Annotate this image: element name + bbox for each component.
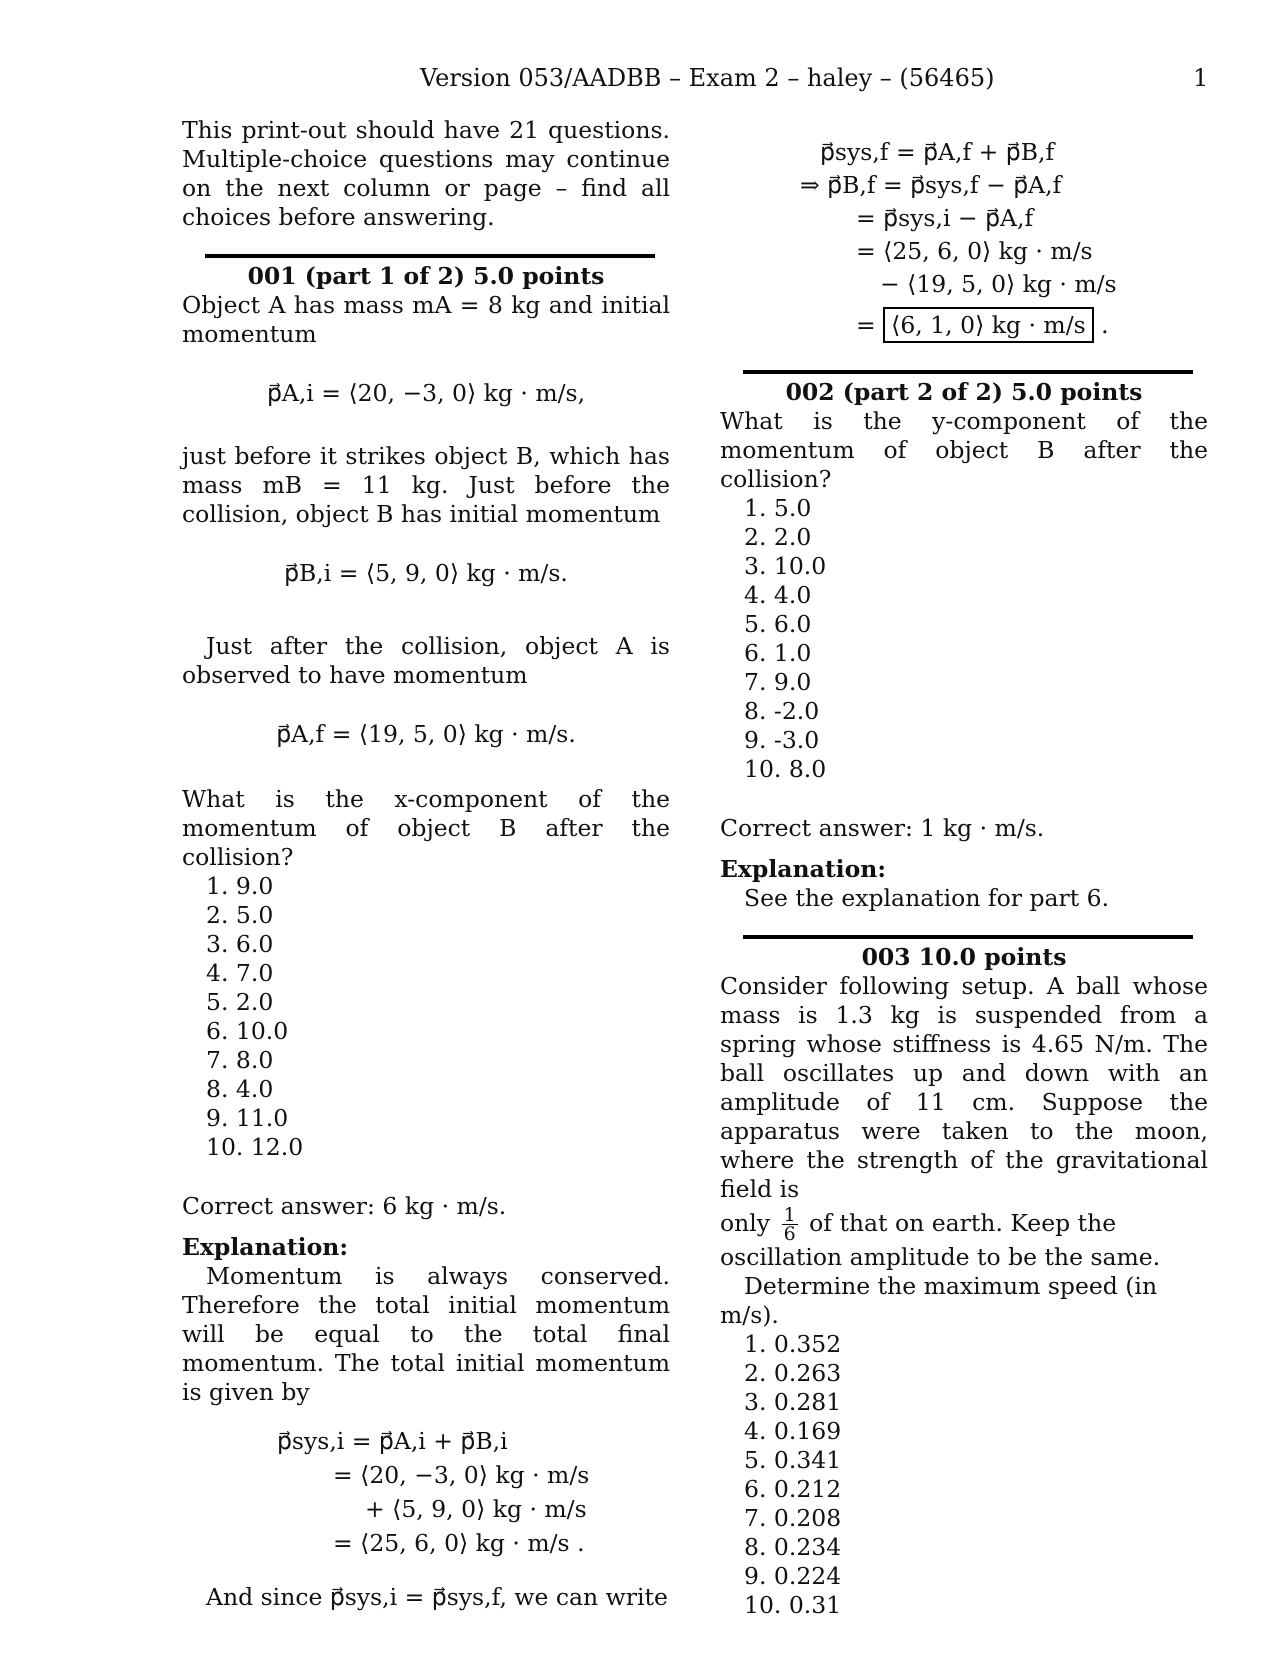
answer-option: 6. 1.0	[744, 639, 812, 667]
fraction-denominator: 6	[783, 1223, 796, 1245]
q1-options	[182, 872, 670, 1162]
intro-text: This print-out should have 21 questions. Multiple-choice questions may continue on the next column or page – find all choices before answering.	[182, 116, 670, 231]
answer-option: 2. 0.263	[744, 1359, 842, 1387]
q2-question: What is the y-component of the momentum of object B after the collision?	[720, 407, 1208, 493]
answer-option: 9. -3.0	[744, 726, 820, 754]
answer-option: 8. 4.0	[206, 1075, 274, 1103]
q3-only: only	[720, 1209, 771, 1237]
q3-text-1: Consider following setup. A ball whose mass is 1.3 kg is suspended from a spring whose stiffness is 4.65 N/m. The ball oscillates up and down with an amplitude of 11 cm. Suppose the apparatus were taken to the moon, where the strength of the gravitational field is	[720, 972, 1208, 1203]
answer-option: 1. 9.0	[206, 872, 274, 900]
q3-heading: 003 10.0 points	[861, 943, 1067, 971]
answer-option: 8. 0.234	[744, 1533, 842, 1561]
q1-and-since: And since p⃗sys,i = p⃗sys,f, we can write	[206, 1583, 668, 1611]
equation-line: − ⟨19, 5, 0⟩ kg · m/s	[880, 270, 1117, 298]
answer-option: 7. 0.208	[744, 1504, 842, 1532]
q1-sys-equations	[277, 1427, 670, 1563]
equation-line: ⇒ p⃗B,f = p⃗sys,f − p⃗A,f	[800, 171, 1062, 199]
q1-text-3: Just after the collision, object A is observed to have momentum	[182, 632, 670, 689]
q1-heading: 001 (part 1 of 2) 5.0 points	[247, 262, 605, 290]
fraction	[782, 1206, 798, 1243]
answer-option: 5. 2.0	[206, 988, 274, 1016]
question-divider	[205, 254, 655, 258]
equation-line: p⃗sys,f = p⃗A,f + p⃗B,f	[820, 138, 1055, 166]
q1-eq-pAi: p⃗A,i = ⟨20, −3, 0⟩ kg · m/s,	[266, 379, 586, 407]
q2-correct-answer: Correct answer: 1 kg · m/s.	[720, 814, 1045, 842]
q1-explanation: Momentum is always conserved. Therefore the total initial momentum will be equal to the total final momentum. The total initial momentum is given by	[182, 1262, 670, 1406]
q1-eq-pAf: p⃗A,f = ⟨19, 5, 0⟩ kg · m/s.	[276, 720, 576, 748]
answer-option: 7. 9.0	[744, 668, 812, 696]
q2-explanation-label: Explanation:	[720, 855, 887, 883]
answer-option: 4. 0.169	[744, 1417, 842, 1445]
answer-option: 3. 10.0	[744, 552, 827, 580]
answer-option: 5. 6.0	[744, 610, 812, 638]
answer-option: 3. 0.281	[744, 1388, 842, 1416]
answer-option: 9. 0.224	[744, 1562, 842, 1590]
fraction-numerator: 1	[783, 1204, 796, 1226]
q3-text-2: of that on earth. Keep the oscillation amplitude to be the same.	[720, 1209, 1161, 1271]
q1-continued-equations	[800, 138, 1208, 344]
equation-line: = p⃗sys,i − p⃗A,f	[856, 204, 1034, 232]
answer-option: 6. 10.0	[206, 1017, 289, 1045]
answer-option: 1. 0.352	[744, 1330, 842, 1358]
answer-option: 2. 5.0	[206, 901, 274, 929]
answer-option: 6. 0.212	[744, 1475, 842, 1503]
question-divider	[743, 370, 1193, 374]
equation-line: = ⟨20, −3, 0⟩ kg · m/s	[333, 1461, 590, 1489]
left-column	[182, 116, 670, 1612]
answer-option: 10. 12.0	[206, 1133, 304, 1161]
answer-option: 3. 6.0	[206, 930, 274, 958]
q3-fraction-line	[720, 1206, 1208, 1272]
q3-question: Determine the maximum speed (in m/s).	[720, 1272, 1158, 1329]
answer-option: 1. 5.0	[744, 494, 812, 522]
q1-correct-answer: Correct answer: 6 kg · m/s.	[182, 1192, 507, 1220]
answer-option: 10. 8.0	[744, 755, 827, 783]
answer-option: 9. 11.0	[206, 1104, 289, 1132]
q2-heading: 002 (part 2 of 2) 5.0 points	[785, 378, 1143, 406]
boxed-answer: ⟨6, 1, 0⟩ kg · m/s	[883, 307, 1094, 343]
header-title: Version 053/AADBB – Exam 2 – haley – (56465)	[420, 64, 995, 92]
answer-option: 8. -2.0	[744, 697, 820, 725]
question-divider	[743, 935, 1193, 939]
q1-question: What is the x-component of the momentum of object B after the collision?	[182, 785, 670, 871]
q1-explanation-label: Explanation:	[182, 1233, 349, 1261]
answer-option: 7. 8.0	[206, 1046, 274, 1074]
q2-explanation: See the explanation for part 6.	[744, 884, 1110, 912]
equation-line: = ⟨25, 6, 0⟩ kg · m/s	[856, 237, 1093, 265]
answer-option: 5. 0.341	[744, 1446, 842, 1474]
q3-options	[720, 1330, 1208, 1620]
equation-line-boxed: = ⟨6, 1, 0⟩ kg · m/s .	[800, 311, 1208, 344]
answer-option: 4. 4.0	[744, 581, 812, 609]
page-number: 1	[1193, 64, 1209, 92]
q1-eq-pBi: p⃗B,i = ⟨5, 9, 0⟩ kg · m/s.	[284, 559, 568, 587]
equation-line: = ⟨25, 6, 0⟩ kg · m/s .	[333, 1529, 585, 1557]
equation-line: p⃗sys,i = p⃗A,i + p⃗B,i	[277, 1427, 508, 1455]
q1-text-2: just before it strikes object B, which has mass mB = 11 kg. Just before the collision, object B has initial momentum	[182, 442, 670, 528]
q1-text-1: Object A has mass mA = 8 kg and initial momentum	[182, 291, 670, 348]
right-column	[720, 116, 1208, 1620]
equation-line: + ⟨5, 9, 0⟩ kg · m/s	[365, 1495, 587, 1523]
q2-options	[720, 494, 1208, 784]
answer-option: 10. 0.31	[744, 1591, 842, 1619]
answer-option: 4. 7.0	[206, 959, 274, 987]
answer-option: 2. 2.0	[744, 523, 812, 551]
